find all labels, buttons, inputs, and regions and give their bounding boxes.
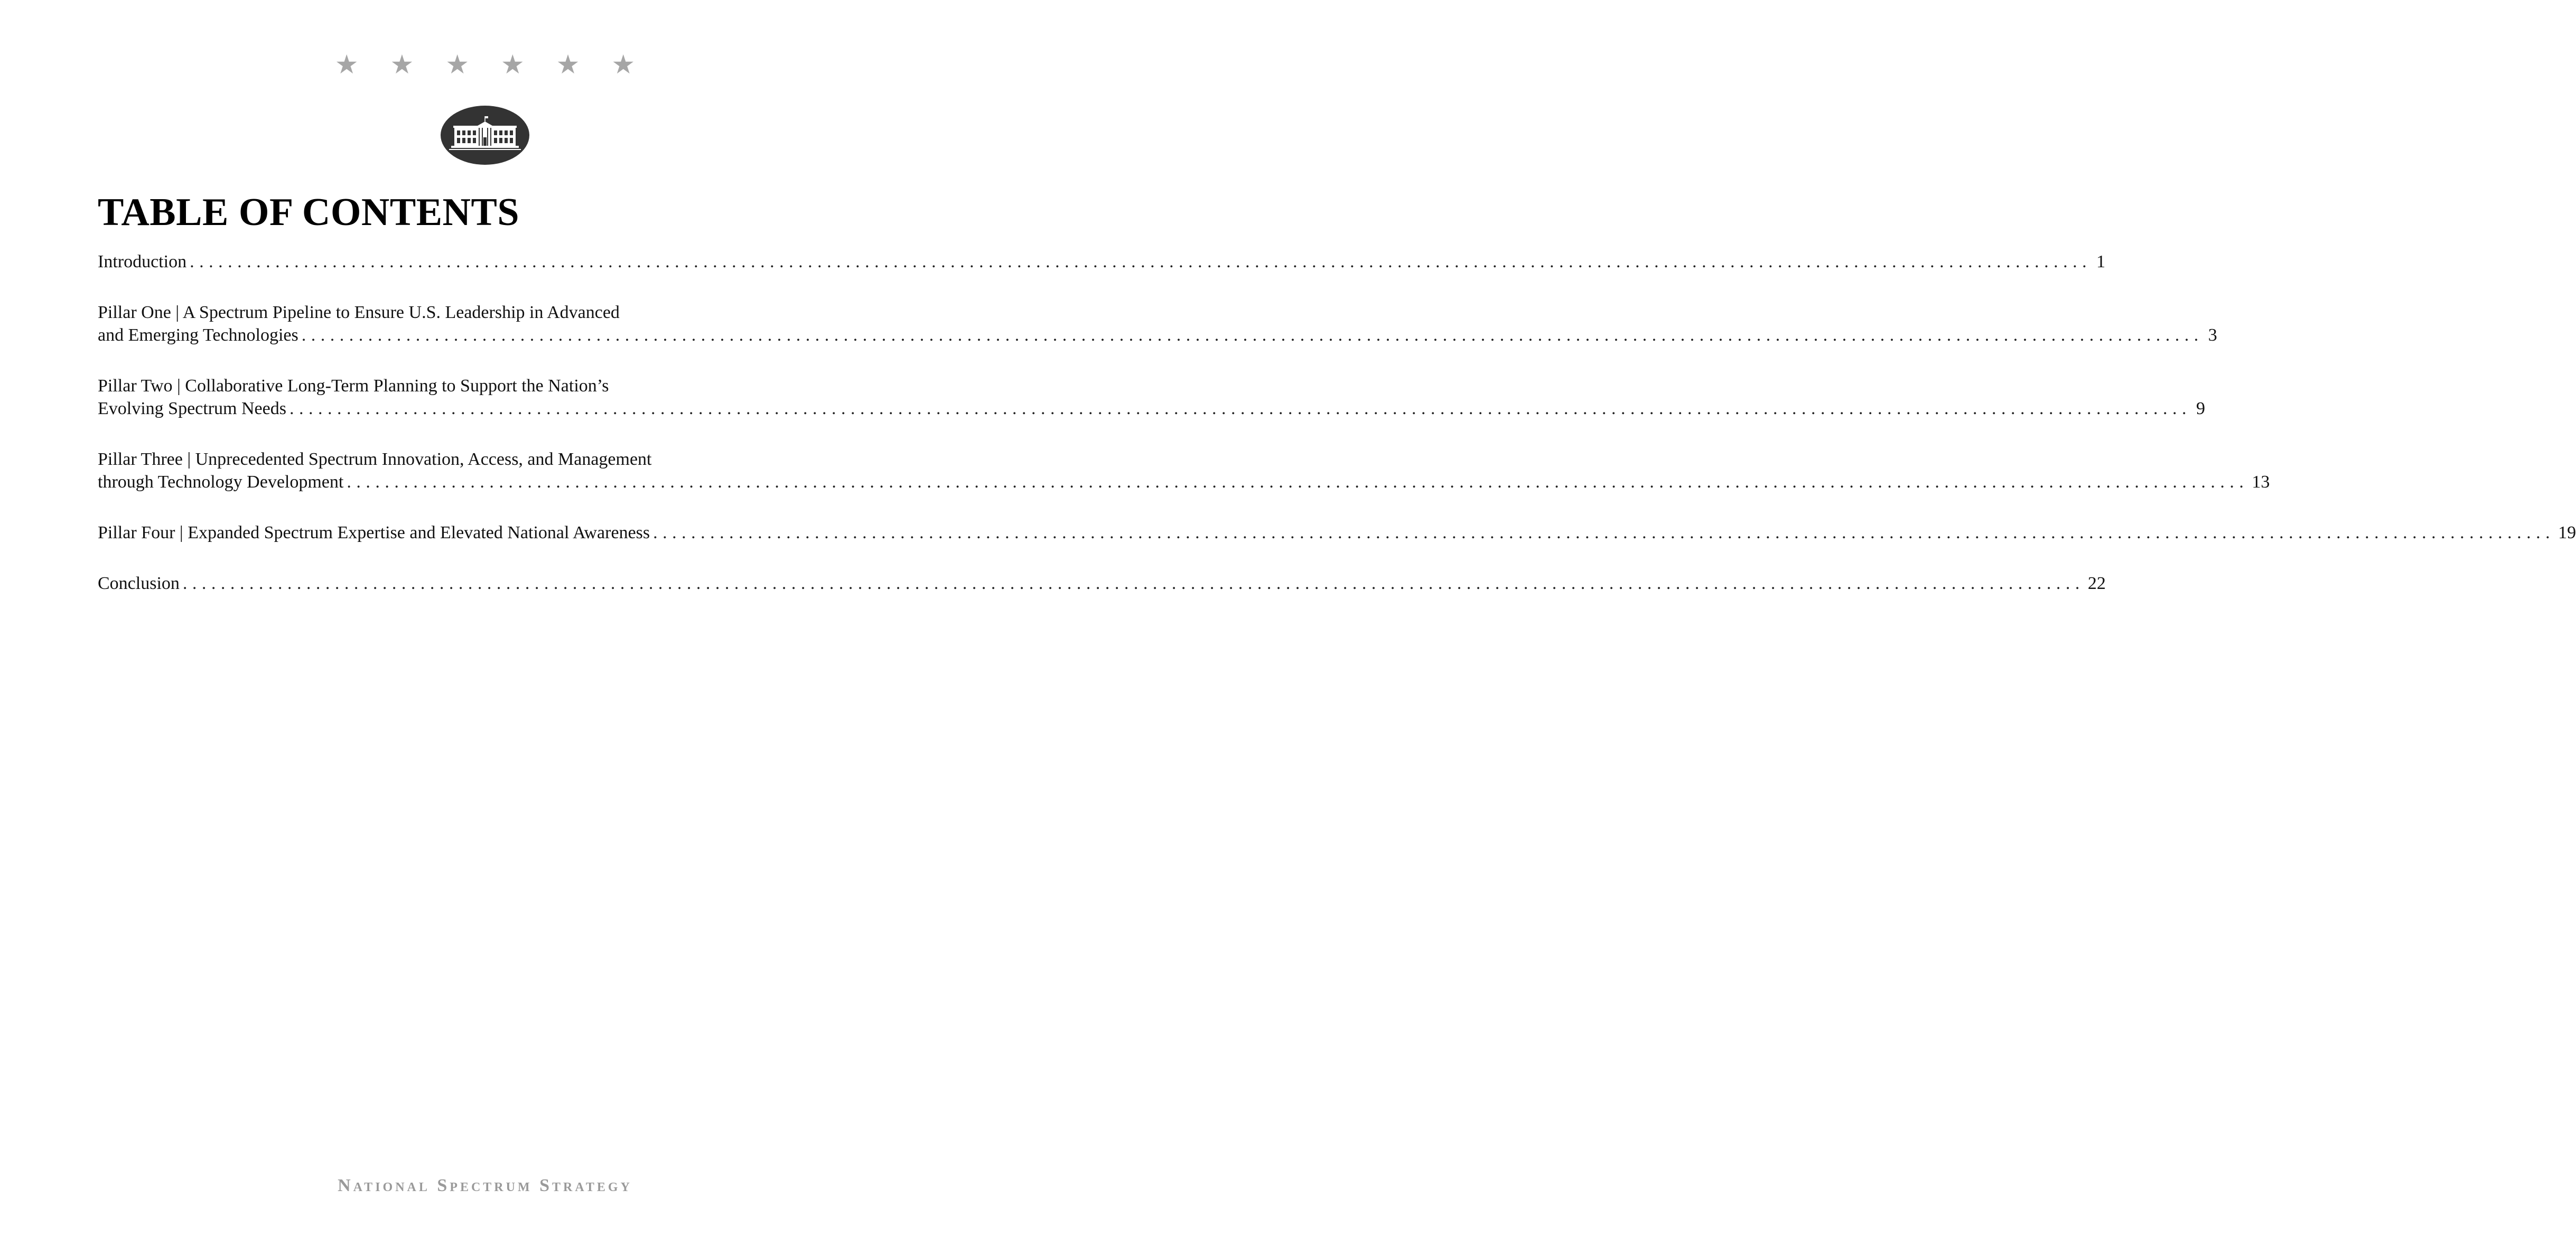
dot-leader: ........................................................................................................................................................................................................ xyxy=(301,325,2204,345)
page-title: TABLE OF CONTENTS xyxy=(98,191,520,234)
toc-page-number: 19 xyxy=(2558,523,2576,542)
toc-line xyxy=(98,301,866,324)
toc-entry-pillar-four[interactable] xyxy=(98,521,2576,544)
dot-leader: ........................................................................................................................................................................................................ xyxy=(182,574,2085,593)
dot-leader: ........................................................................................................................................................................................................ xyxy=(190,252,2092,271)
toc-line xyxy=(98,324,2217,346)
toc-page-number: 3 xyxy=(2208,325,2217,345)
table-of-contents xyxy=(98,250,2576,623)
toc-entry-pillar-two[interactable] xyxy=(98,374,2205,420)
toc-line xyxy=(98,374,866,397)
toc-page-number: 22 xyxy=(2087,574,2106,593)
toc-line xyxy=(98,471,2270,493)
toc-entry-title-continued: through Technology Development xyxy=(98,472,344,492)
toc-line xyxy=(98,448,866,471)
toc-entry-pillar-three[interactable] xyxy=(98,448,2270,493)
dot-leader: ........................................................................................................................................................................................................ xyxy=(289,399,2191,418)
toc-line xyxy=(98,250,2106,273)
toc-line xyxy=(98,572,2106,595)
toc-page-number: 13 xyxy=(2252,472,2270,492)
toc-entry-title: Pillar Four | Expanded Spectrum Expertise and Elevated National Awareness xyxy=(98,523,650,542)
header-stars: ★ ★ ★ ★ ★ ★ xyxy=(334,49,647,80)
toc-page-number: 9 xyxy=(2196,399,2205,418)
footer-document-title: National Spectrum Strategy xyxy=(338,1176,632,1195)
dot-leader: ........................................................................................................................................................................................................ xyxy=(347,472,2249,492)
toc-entry-title: Introduction xyxy=(98,252,187,271)
dot-leader: ........................................................................................................................................................................................................ xyxy=(653,523,2555,542)
toc-entry-introduction[interactable] xyxy=(98,250,2106,273)
toc-entry-title-continued: Evolving Spectrum Needs xyxy=(98,399,286,418)
toc-line xyxy=(98,397,2205,420)
toc-entry-conclusion[interactable] xyxy=(98,572,2106,595)
toc-entry-title: Pillar Three | Unprecedented Spectrum Innovation, Access, and Management xyxy=(98,449,652,469)
toc-line xyxy=(98,521,2576,544)
toc-entry-title-continued: and Emerging Technologies xyxy=(98,325,298,345)
white-house-seal-icon xyxy=(441,106,529,165)
toc-entry-title: Pillar One | A Spectrum Pipeline to Ensure U.S. Leadership in Advanced xyxy=(98,303,620,322)
toc-entry-pillar-one[interactable] xyxy=(98,301,2217,346)
toc-entry-title: Pillar Two | Collaborative Long-Term Planning to Support the Nation’s xyxy=(98,376,609,396)
toc-page-number: 1 xyxy=(2096,252,2106,271)
toc-entry-title: Conclusion xyxy=(98,574,180,593)
